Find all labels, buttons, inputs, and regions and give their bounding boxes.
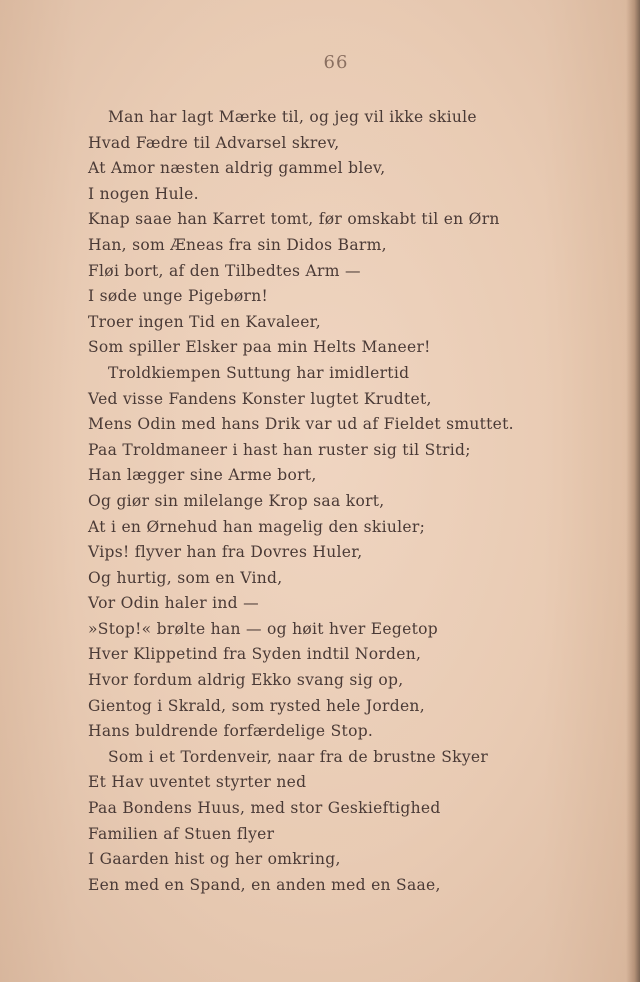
poem-line: Mens Odin med hans Drik var ud af Fieldet smuttet.: [88, 415, 514, 434]
poem-line: I søde unge Pigebørn!: [88, 287, 269, 306]
poem-line: I nogen Hule.: [88, 184, 199, 203]
poem-line: Man har lagt Mærke til, og jeg vil ikke skiule: [108, 108, 477, 126]
page-number: 66: [323, 52, 349, 73]
poem-line: Han, som Æneas fra sin Didos Barm,: [88, 235, 387, 254]
poem-line: Han lægger sine Arme bort,: [88, 466, 317, 485]
poem-line: At Amor næsten aldrig gammel blev,: [88, 159, 386, 178]
poem-line: Familien af Stuen flyer: [88, 824, 275, 843]
poem-line: Og hurtig, som en Vind,: [88, 568, 283, 587]
poem-line: Fløi bort, af den Tilbedtes Arm —: [88, 261, 361, 280]
poem-line: Som i et Tordenveir, naar fra de brustne Skyer: [108, 747, 489, 766]
poem-text: [88, 105, 514, 898]
poem-line: Gientog i Skrald, som rysted hele Jorden,: [88, 696, 425, 715]
poem-line: Troer ingen Tid en Kavaleer,: [88, 312, 321, 331]
poem-line: »Stop!« brølte han — og høit hver Eegetop: [88, 619, 438, 638]
poem-line: Og giør sin milelange Krop saa kort,: [88, 491, 385, 510]
poem-line: Hvor fordum aldrig Ekko svang sig op,: [88, 671, 404, 690]
poem-line: Et Hav uventet styrter ned: [88, 773, 307, 792]
poem-line: Som spiller Elsker paa min Helts Maneer!: [88, 338, 431, 357]
poem-line: At i en Ørnehud han magelig den skiuler;: [88, 517, 426, 536]
poem-line: I Gaarden hist og her omkring,: [88, 850, 341, 869]
page-edge-shadow: [626, 0, 640, 982]
poem-line: Paa Bondens Huus, med stor Geskieftighed: [88, 799, 441, 818]
poem-line: Vips! flyver han fra Dovres Huler,: [88, 543, 363, 562]
poem-line: Knap saae han Karret tomt, før omskabt til en Ørn: [88, 210, 500, 229]
poem-line: Paa Troldmaneer i hast han ruster sig til Strid;: [88, 440, 471, 459]
poem-line: Vor Odin haler ind —: [88, 594, 259, 613]
poem-line: Ved visse Fandens Konster lugtet Krudtet,: [88, 389, 432, 408]
poem-line: Troldkiempen Suttung har imidlertid: [108, 363, 410, 382]
poem-line: Hvad Fædre til Advarsel skrev,: [88, 133, 340, 152]
poem-line: Hver Klippetind fra Syden indtil Norden,: [88, 645, 422, 664]
poem-line: Een med en Spand, en anden med en Saae,: [88, 875, 441, 894]
poem-line: Hans buldrende forfærdelige Stop.: [88, 722, 374, 741]
